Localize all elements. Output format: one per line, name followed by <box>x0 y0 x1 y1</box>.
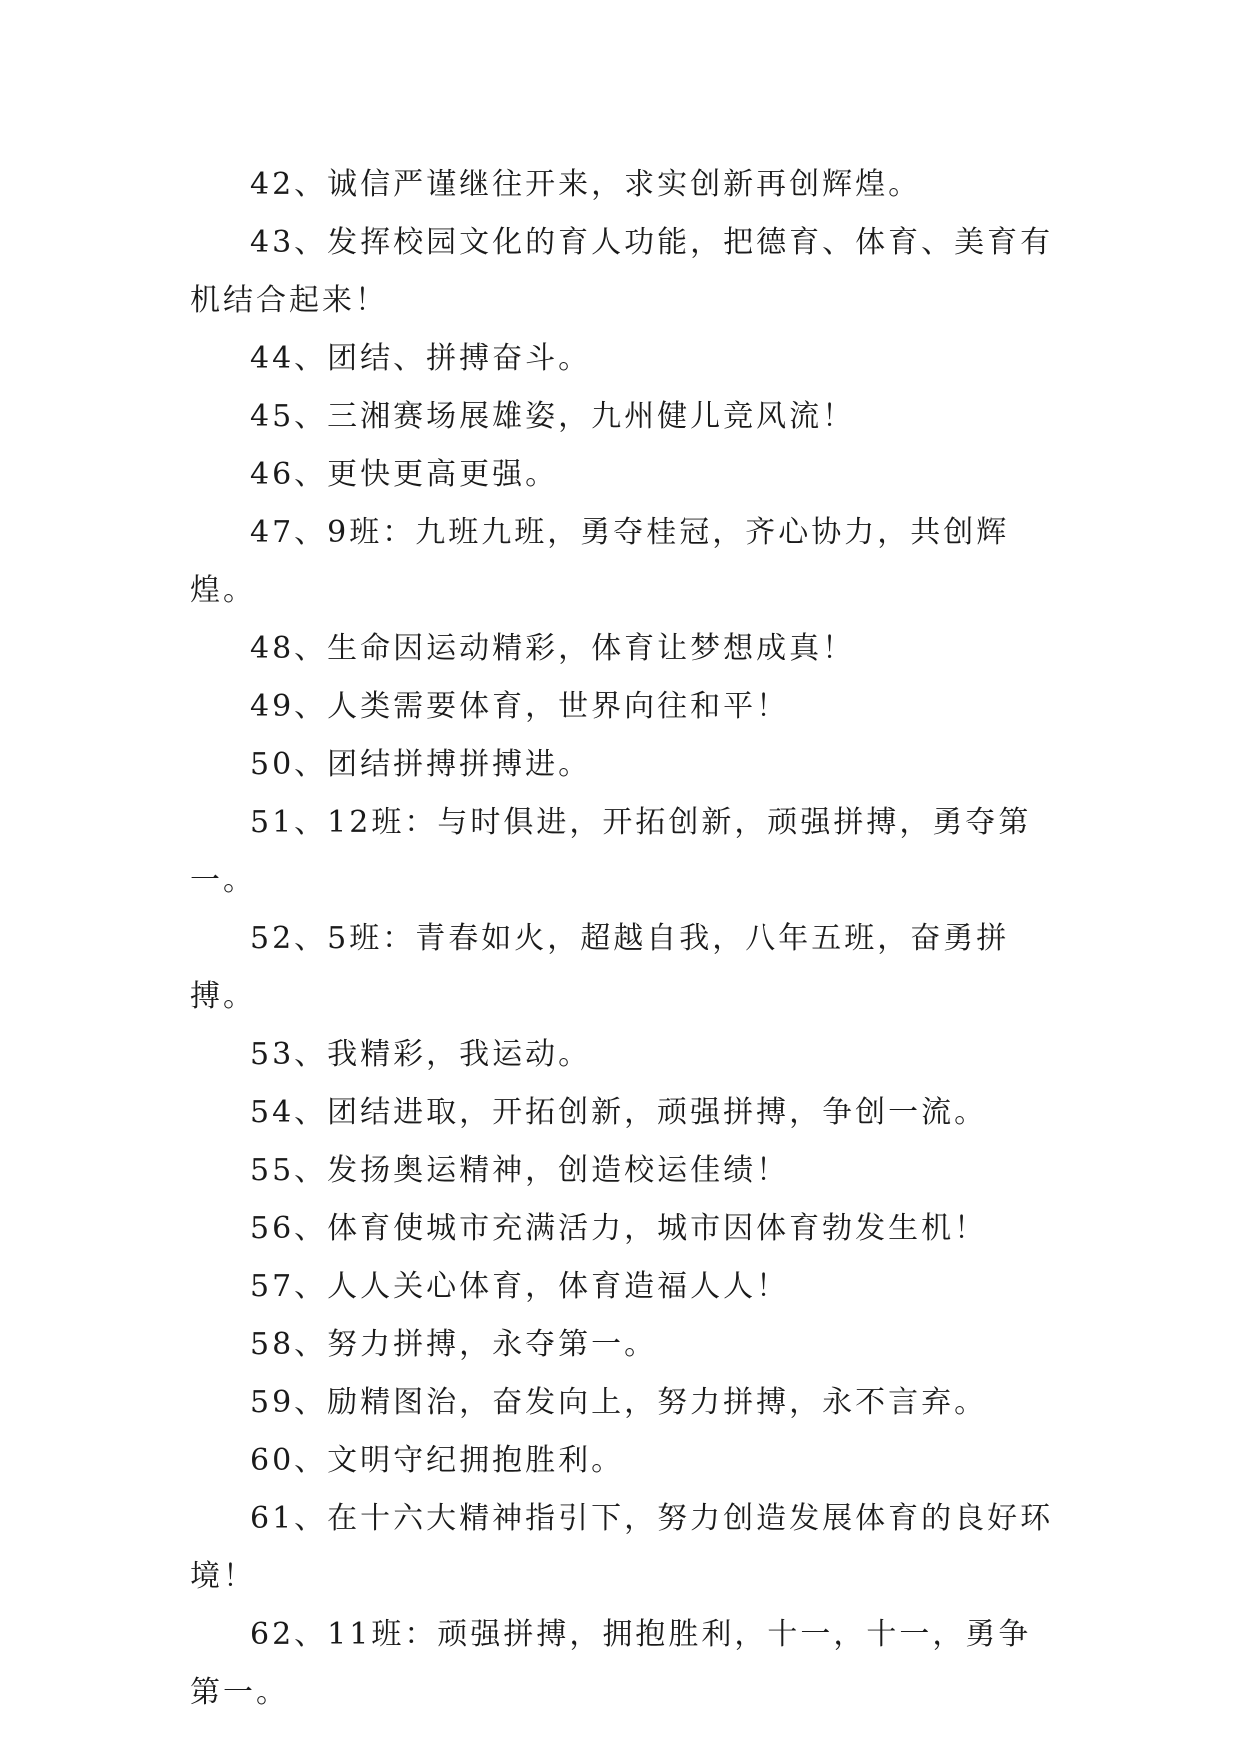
paragraph-61: 61、在十六大精神指引下，努力创造发展体育的良好环境！ <box>190 1501 1054 1594</box>
paragraph-44: 44、团结、拼搏奋斗。 <box>250 341 592 376</box>
paragraph-48: 48、生命因运动精彩，体育让梦想成真！ <box>250 631 856 666</box>
paragraph-62: 62、11班：顽强拼搏，拥抱胜利，十一，十一，勇争第一。 <box>190 1617 1032 1710</box>
paragraph-43: 43、发挥校园文化的育人功能，把德育、体育、美育有机结合起来！ <box>190 225 1054 318</box>
paragraph-49: 49、人类需要体育，世界向往和平！ <box>250 689 790 724</box>
document-body <box>190 156 1060 1722</box>
paragraph-50: 50、团结拼搏拼搏进。 <box>250 747 592 782</box>
paragraph-45: 45、三湘赛场展雄姿，九州健儿竞风流！ <box>250 399 856 434</box>
paragraph-56: 56、体育使城市充满活力，城市因体育勃发生机！ <box>250 1211 988 1246</box>
paragraph-57: 57、人人关心体育，体育造福人人！ <box>250 1269 790 1304</box>
paragraph-52: 52、5班：青春如火，超越自我，八年五班，奋勇拼搏。 <box>190 921 1010 1014</box>
paragraph-51: 51、12班：与时俱进，开拓创新，顽强拼搏，勇夺第一。 <box>190 805 1032 898</box>
paragraph-58: 58、努力拼搏，永夺第一。 <box>250 1327 658 1362</box>
paragraph-54: 54、团结进取，开拓创新，顽强拼搏，争创一流。 <box>250 1095 988 1130</box>
paragraph-59: 59、励精图治，奋发向上，努力拼搏，永不言弃。 <box>250 1385 988 1420</box>
paragraph-55: 55、发扬奥运精神，创造校运佳绩！ <box>250 1153 790 1188</box>
paragraph-42: 42、诚信严谨继往开来，求实创新再创辉煌。 <box>250 167 922 202</box>
paragraph-60: 60、文明守纪拥抱胜利。 <box>250 1443 625 1478</box>
paragraph-47: 47、9班：九班九班，勇夺桂冠，齐心协力，共创辉煌。 <box>190 515 1010 608</box>
paragraph-53: 53、我精彩，我运动。 <box>250 1037 592 1072</box>
paragraph-46: 46、更快更高更强。 <box>250 457 559 492</box>
